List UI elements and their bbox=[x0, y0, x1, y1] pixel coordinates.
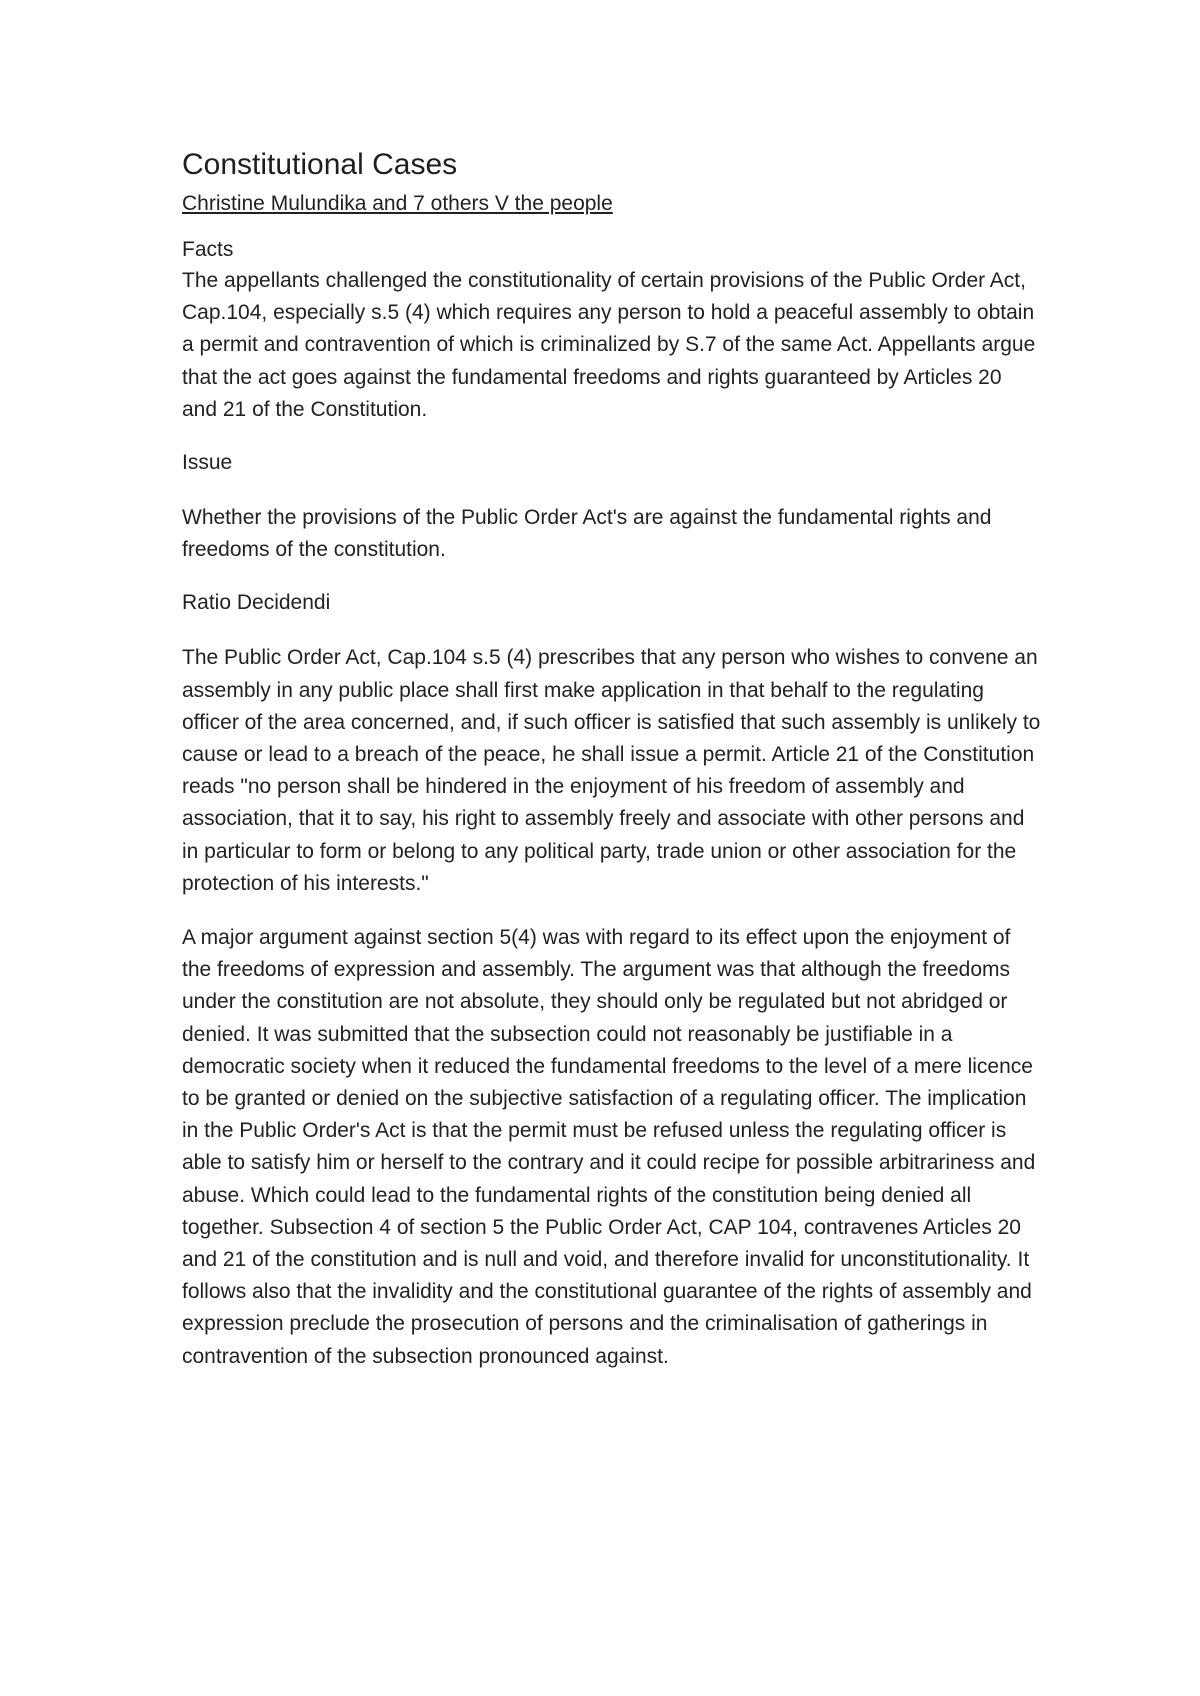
case-name-row bbox=[182, 185, 1042, 219]
ratio-heading: Ratio Decidendi bbox=[182, 591, 331, 615]
argument-paragraph: A major argument against section 5(4) was with regard to its effect upon the enjoyment of the freedoms of expression and assembly. The argument was that although the freedoms under the constitution are not absolute, they should only be regulated but not abridged or denied. It was submitted that the subsection could not reasonably be justifiable in a democratic society when it reduced the fundamental freedoms to the level of a mere licence to be granted or denied on the subjective satisfaction of a regulating officer. The implication in the Public Order's Act is that the permit must be refused unless the regulating officer is able to satisfy him or herself to the contrary and it could recipe for possible arbitrariness and abuse. Which could lead to the fundamental rights of the constitution being denied all together. Subsection 4 of section 5 the Public Order Act, CAP 104, contravenes Articles 20 and 21 of the constitution and is null and void, and therefore invalid for unconstitutionality. It follows also that the invalidity and the constitutional guarantee of the rights of assembly and expression preclude the prosecution of persons and the criminalisation of gatherings in contravention of the subsection pronounced against. bbox=[182, 926, 1036, 1368]
ratio-paragraph: The Public Order Act, Cap.104 s.5 (4) prescribes that any person who wishes to convene an assembly in any public place shall first make application in that behalf to the regulating officer of the area concerned, and, if such officer is satisfied that such assembly is unlikely to cause or lead to a breach of the peace, he shall issue a permit. Article 21 of the Constitution reads "no person shall be hindered in the enjoyment of his freedom of assembly and association, that it to say, his right to assembly freely and associate with other persons and in particular to form or belong to any political party, trade union or other association for the protection of his interests." bbox=[182, 646, 1041, 895]
case-name: Christine Mulundika and 7 others V the people bbox=[182, 192, 613, 215]
issue-paragraph: Whether the provisions of the Public Order Act's are against the fundamental rights and freedoms of the constitution. bbox=[182, 506, 992, 562]
document-title: Constitutional Cases bbox=[182, 148, 458, 181]
facts-paragraph: The appellants challenged the constitutionality of certain provisions of the Public Order Act, Cap.104, especially s.5 (4) which requires any person to hold a peaceful assembly to obtain a permit and contravention of which is criminalized by S.7 of the same Act. Appellants argue that the act goes against the fundamental freedoms and rights guaranteed by Articles 20 and 21 of the Constitution. bbox=[182, 269, 1036, 421]
document-page bbox=[182, 145, 1042, 1373]
issue-heading: Issue bbox=[182, 451, 233, 475]
facts-heading: Facts bbox=[182, 238, 234, 261]
